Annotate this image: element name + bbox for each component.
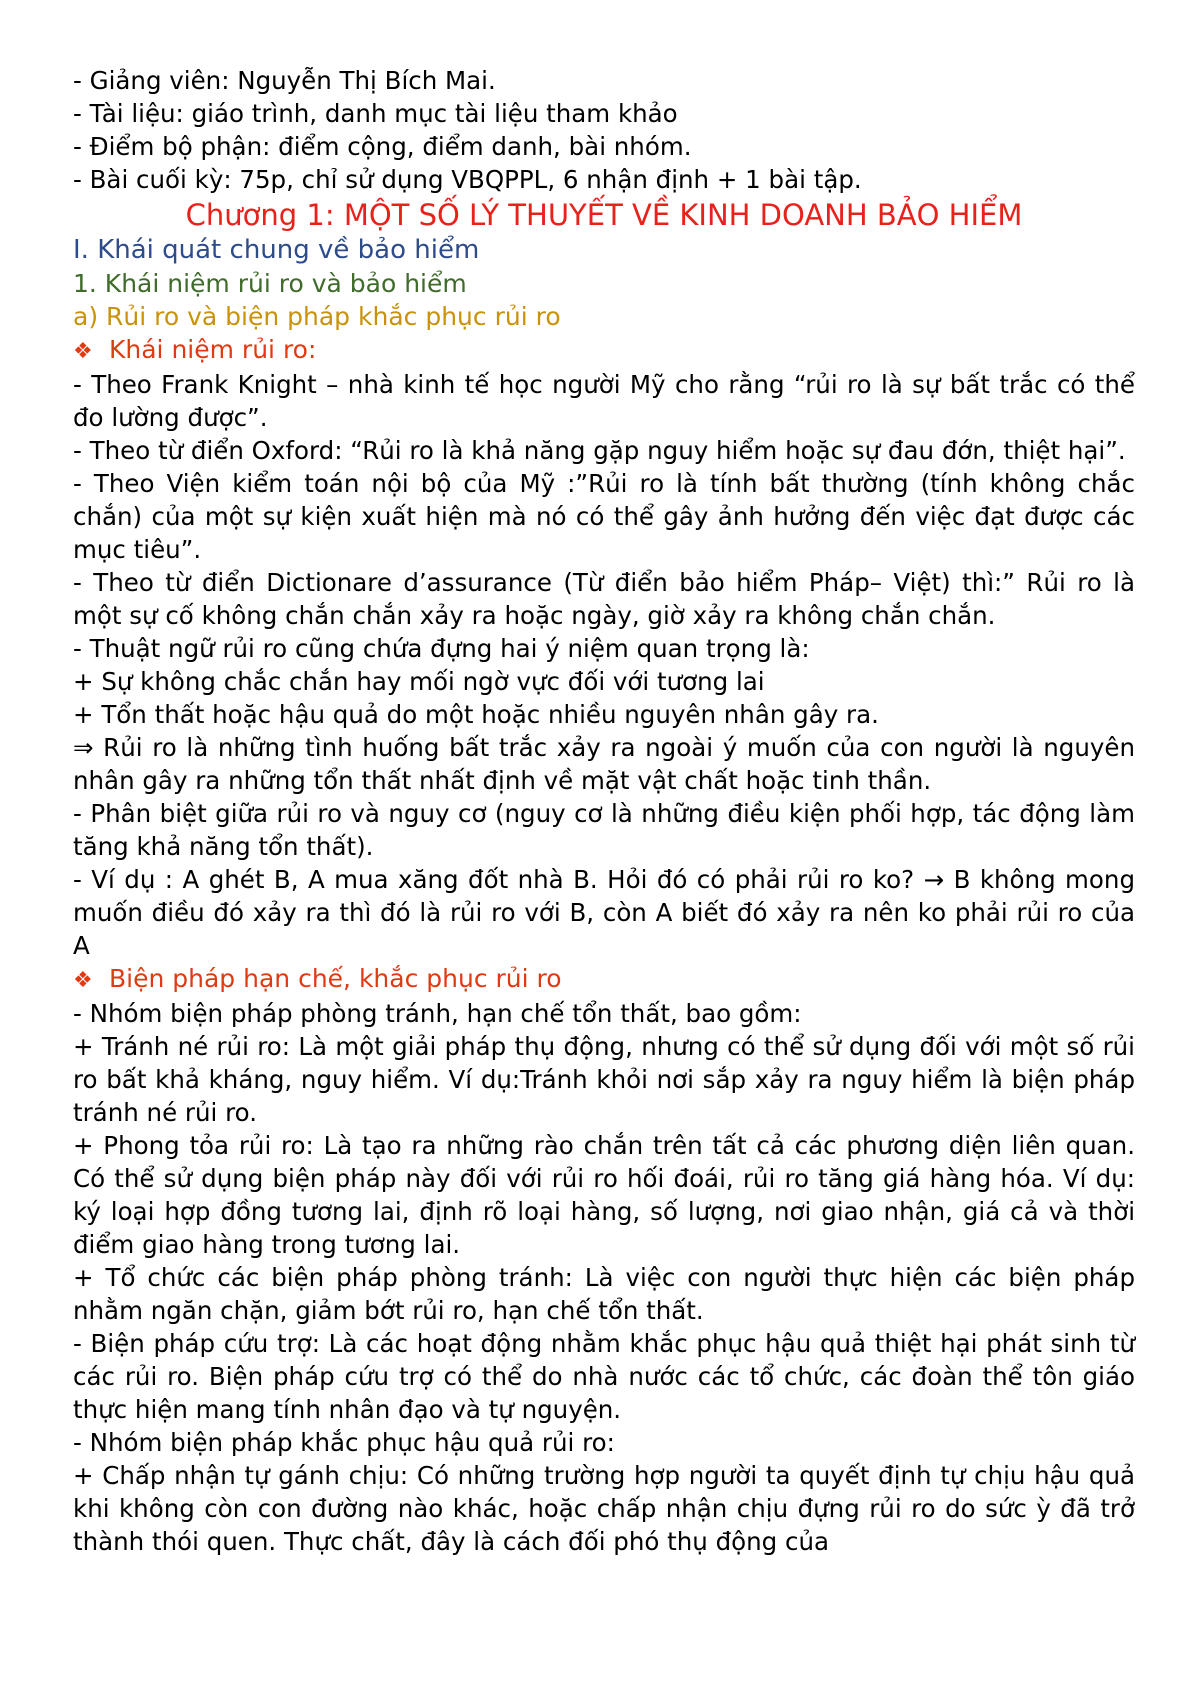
bullet-heading-label: Biện pháp hạn chế, khắc phục rủi ro <box>109 964 562 993</box>
intro-line-lecturer: - Giảng viên: Nguyễn Thị Bích Mai. <box>73 66 496 95</box>
paragraph-remedy-group: - Nhóm biện pháp khắc phục hậu quả rủi ro: <box>73 1428 615 1457</box>
section-heading-1: I. Khái quát chung về bảo hiểm <box>73 235 480 265</box>
paragraph-loss: + Tổn thất hoặc hậu quả do một hoặc nhiều nguyên nhân gây ra. <box>73 700 879 729</box>
intro-line-final-exam: - Bài cuối kỳ: 75p, chỉ sử dụng VBQPPL, 6 nhận định + 1 bài tập. <box>73 165 862 194</box>
paragraph-dictionnaire: - Theo từ điển Dictionare d’assurance (Từ điển bảo hiểm Pháp– Việt) thì:” Rủi ro là một sự cố không chắn chắn xảy ra hoặc ngày, giờ xảy ra không chắn chắn. <box>73 568 1135 630</box>
diamond-bullet-icon: ❖ <box>73 339 93 364</box>
paragraph-prevention-organization: + Tổ chức các biện pháp phòng tránh: Là việc con người thực hiện các biện pháp nhằm ngăn chặn, giảm bớt rủi ro, hạn chế tổn thất. <box>73 1263 1135 1325</box>
paragraph-oxford: - Theo từ điển Oxford: “Rủi ro là khả năng gặp nguy hiểm hoặc sự đau đớn, thiệt hại”. <box>73 436 1126 465</box>
section-heading-1-1-a: a) Rủi ro và biện pháp khắc phục rủi ro <box>73 302 561 331</box>
paragraph-risk-vs-hazard: - Phân biệt giữa rủi ro và nguy cơ (nguy cơ là những điều kiện phối hợp, tác động làm tăng khả năng tổn thất). <box>73 799 1135 861</box>
paragraph-terminology: - Thuật ngữ rủi ro cũng chứa đựng hai ý niệm quan trọng là: <box>73 634 810 663</box>
paragraph-risk-avoidance: + Tránh né rủi ro: Là một giải pháp thụ động, nhưng có thể sử dụng đối với một số rủi ro bất khả kháng, nguy hiểm. Ví dụ:Tránh khỏi nơi sắp xảy ra nguy hiểm là biện pháp tránh né rủi ro. <box>73 1032 1135 1127</box>
paragraph-risk-conclusion: ⇒ Rủi ro là những tình huống bất trắc xảy ra ngoài ý muốn của con người là nguyên nhân gây ra những tổn thất nhất định về mặt vật chất hoặc tinh thần. <box>73 733 1135 795</box>
bullet-heading-risk-measures <box>73 962 1135 997</box>
paragraph-uncertainty: + Sự không chắc chắn hay mối ngờ vực đối với tương lai <box>73 667 765 696</box>
intro-line-grading: - Điểm bộ phận: điểm cộng, điểm danh, bài nhóm. <box>73 132 692 161</box>
intro-line-materials: - Tài liệu: giáo trình, danh mục tài liệu tham khảo <box>73 99 678 128</box>
paragraph-risk-blocking: + Phong tỏa rủi ro: Là tạo ra những rào chắn trên tất cả các phương diện liên quan. Có thể sử dụng biện pháp này đối với rủi ro hối đoái, rủi ro tăng giá hàng hóa. Ví dụ: ký loại hợp đồng tương lai, định rõ loại hàng, số lượng, nơi giao nhận, giá cả và thời điểm giao hàng trong tương lai. <box>73 1131 1135 1259</box>
document-page <box>73 64 1135 1558</box>
paragraph-frank-knight: - Theo Frank Knight – nhà kinh tế học người Mỹ cho rằng “rủi ro là sự bất trắc có thể đo lường được”. <box>73 370 1135 432</box>
paragraph-internal-audit: - Theo Viện kiểm toán nội bộ của Mỹ :”Rủi ro là tính bất thường (tính không chắc chắn) của một sự kiện xuất hiện mà nó có thể gây ảnh hưởng đến việc đạt được các mục tiêu”. <box>73 469 1135 564</box>
paragraph-example: - Ví dụ : A ghét B, A mua xăng đốt nhà B. Hỏi đó có phải rủi ro ko? → B không mong muốn điều đó xảy ra thì đó là rủi ro với B, còn A biết đó xảy ra nên ko phải rủi ro của A <box>73 865 1135 960</box>
paragraph-self-acceptance: + Chấp nhận tự gánh chịu: Có những trường hợp người ta quyết định tự chịu hậu quả khi không còn con đường nào khác, hoặc chấp nhận chịu đựng rủi ro do sức ỳ đã trở thành thói quen. Thực chất, đây là cách đối phó thụ động của <box>73 1461 1135 1556</box>
bullet-heading-label: Khái niệm rủi ro: <box>109 335 317 364</box>
paragraph-relief-measures: - Biện pháp cứu trợ: Là các hoạt động nhằm khắc phục hậu quả thiệt hại phát sinh từ các rủi ro. Biện pháp cứu trợ có thể do nhà nước các tổ chức, các đoàn thể tôn giáo thực hiện mang tính nhân đạo và tự nguyện. <box>73 1329 1135 1424</box>
diamond-bullet-icon: ❖ <box>73 968 93 993</box>
bullet-heading-risk-concept <box>73 333 1135 368</box>
paragraph-prevention-group: - Nhóm biện pháp phòng tránh, hạn chế tổn thất, bao gồm: <box>73 999 802 1028</box>
section-heading-1-1: 1. Khái niệm rủi ro và bảo hiểm <box>73 269 467 298</box>
chapter-title: Chương 1: MỘT SỐ LÝ THUYẾT VỀ KINH DOANH BẢO HIỂM <box>185 198 1023 232</box>
